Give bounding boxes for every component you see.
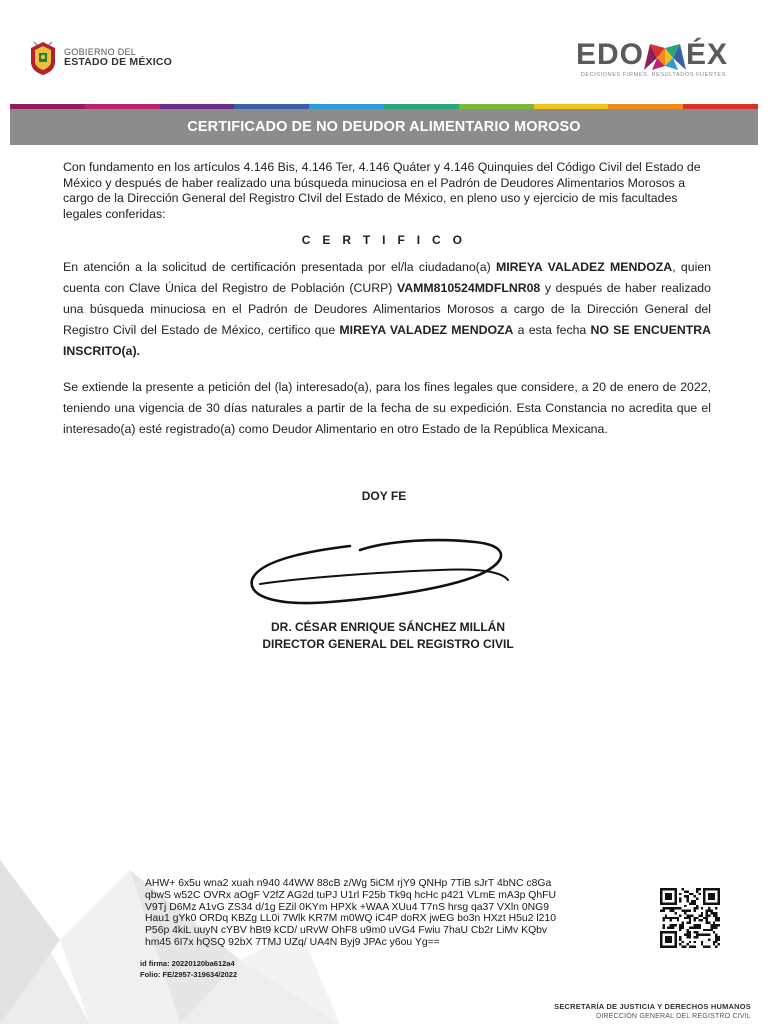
digital-signature — [145, 878, 565, 949]
doy-fe: DOY FE — [361, 489, 407, 503]
brand-tagline: DECISIONES FIRMES, RESULTADOS FUERTES. — [580, 72, 728, 78]
gobierno-line2: ESTADO DE MÉXICO — [64, 56, 173, 69]
edomex-logo — [576, 40, 728, 78]
signature-ids — [140, 958, 237, 980]
signature-line: V9Tj D6Mz A1vG ZS34 d/1g EZil 0KYm HPXk +WAA XUu4 T7nS hrsg qa37 VXln 0NG9 — [145, 901, 549, 913]
title-banner — [10, 109, 758, 145]
state-emblem-icon — [28, 40, 58, 76]
brand-left: EDO — [575, 38, 644, 71]
handwritten-signature — [240, 528, 540, 623]
footer — [554, 1002, 751, 1022]
signer-role: DIRECTOR GENERAL DEL REGISTRO CIVIL — [262, 636, 514, 651]
footer-line1: SECRETARÍA DE JUSTICIA Y DERECHOS HUMANOS — [554, 1002, 751, 1011]
signature-line: AHW+ 6x5u wna2 xuah n940 44WW 88cB z/Wg 5iCM rjY9 QNHp 7TiB sJrT 4bNC c8Ga — [145, 878, 552, 889]
certification-paragraph — [63, 257, 718, 362]
body-part4: a esta fecha — [513, 323, 591, 337]
signature-line: Hau1 gYk0 ORDq KBZg LL0i 7Wlk KR7M m0WQ iC4P doRX jwEG bo3n HXzt H5u2 l210 — [145, 913, 556, 925]
footer-line2: DIRECCIÓN GENERAL DEL REGISTRO CIVIL — [596, 1013, 751, 1020]
gobierno-wordmark — [64, 48, 172, 68]
body-part3: y después de haber realizado una búsqueda minuciosa en el Padrón de Deudores Alimentarios Morosos a cargo de la Dirección General del Registro Civil del Estado de México, certifico que — [63, 281, 711, 337]
intro-paragraph: Con fundamento en los artículos 4.146 Bis, 4.146 Ter, 4.146 Quáter y 4.146 Quinquies del Código Civil del Estado de México y después de haber realizado una búsqueda minuciosa en el Padrón de Deudores Alimentarios Morosos a cargo de la Dirección General del Registro CIvil del Estado de México, en pleno uso y ejercicio de mis facultades legales conferidas: — [63, 160, 701, 221]
colored-m-icon — [644, 40, 686, 70]
edomex-wordmark — [576, 40, 728, 70]
body-part2: , quien cuenta con Clave Única del Registro de Población (CURP) — [63, 260, 712, 295]
body-part1: En atención a la solicitud de certificación presentada por el/la ciudadano(a) — [63, 260, 497, 274]
certifico-heading: C E R T I F I C O — [301, 233, 467, 247]
signer-name: DR. CÉSAR ENRIQUE SÁNCHEZ MILLÁN — [270, 620, 505, 634]
signature-line: qbwS w52C OVRx aOgF V2fZ AG2d tuPJ U1rl F25b Tk9q hcHc p421 VLmE mA3p QhFU — [145, 889, 556, 901]
gobierno-logo — [28, 40, 172, 76]
folio: Folio: FE/2957-319634/2022 — [140, 970, 238, 979]
id-firma: id firma: 20220120ba612a4 — [140, 959, 235, 968]
document-title: CERTIFICADO DE NO DEUDOR ALIMENTARIO MOROSO — [187, 119, 581, 135]
brand-right: ÉX — [685, 38, 728, 71]
curp-value: VAMM810524MDFLNR08 — [397, 281, 541, 295]
citizen-name: MIREYA VALADEZ MENDOZA — [496, 260, 673, 274]
signature-line: P56p 4kiL uuyN cYBV hBt9 kCD/ uRvW OhF8 u9m0 uVG4 Fwiu 7haU Cb2r LiMv KQbv — [145, 925, 548, 937]
gobierno-line1: GOBIERNO DEL — [64, 46, 137, 57]
qr-code — [660, 888, 720, 948]
signer-block — [0, 619, 768, 652]
citizen-name-repeat: MIREYA VALADEZ MENDOZA — [339, 323, 514, 337]
signature-line: hm45 6I7x hQSQ 92bX 7TMJ UZq/ UA4N Byj9 JPAc y6ou Yg== — [145, 936, 440, 948]
status-text: NO SE ENCUENTRA INSCRITO(a). — [63, 323, 718, 358]
extension-paragraph: Se extiende la presente a petición del (la) interesado(a), para los fines legales que considere, a 20 de enero de 2022, teniendo una vigencia de 30 días naturales a partir de la fecha de su expedición. Esta Constancia no acredita que el interesado(a) esté registrado(a) como Deudor Alimentario en otro Estado de la República Mexicana. — [63, 380, 711, 436]
